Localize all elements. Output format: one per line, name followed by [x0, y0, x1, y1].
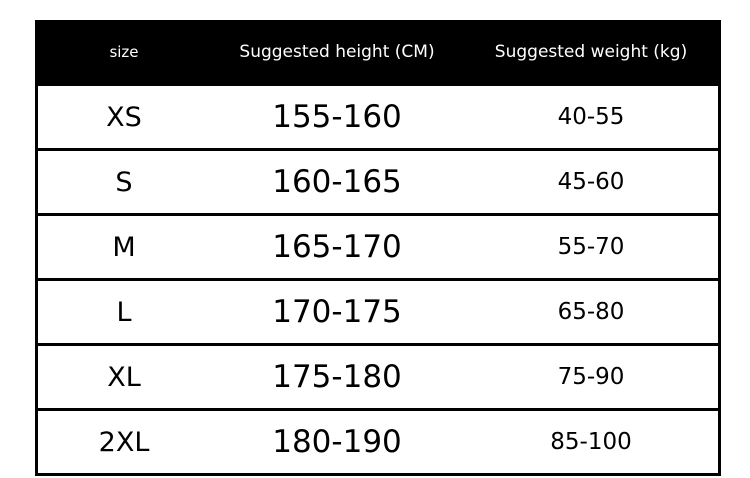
table-header-row — [37, 20, 720, 85]
cell-weight: 45-60 — [464, 150, 720, 215]
size-chart-table — [35, 20, 721, 476]
column-header-suggested-weight: Suggested weight (kg) — [464, 20, 720, 85]
size-chart-table-container — [35, 20, 715, 460]
column-header-suggested-height: Suggested height (CM) — [239, 41, 435, 62]
cell-height: 175-180 — [210, 345, 464, 410]
cell-size: L — [37, 280, 211, 345]
cell-size: S — [37, 150, 211, 215]
table-row — [37, 85, 720, 150]
column-header-size: size — [37, 20, 211, 85]
cell-height: 180-190 — [210, 410, 464, 475]
table-row — [37, 215, 720, 280]
cell-weight: 65-80 — [464, 280, 720, 345]
cell-weight: 40-55 — [464, 85, 720, 150]
cell-weight: 75-90 — [464, 345, 720, 410]
table-row — [37, 280, 720, 345]
cell-height: 165-170 — [210, 215, 464, 280]
cell-size: XS — [37, 85, 211, 150]
cell-size: M — [37, 215, 211, 280]
table-body — [37, 85, 720, 475]
cell-weight: 55-70 — [464, 215, 720, 280]
table-header — [37, 20, 720, 85]
cell-height: 170-175 — [210, 280, 464, 345]
table-row — [37, 345, 720, 410]
cell-height: 155-160 — [210, 85, 464, 150]
cell-height: 160-165 — [210, 150, 464, 215]
table-row — [37, 150, 720, 215]
cell-size: 2XL — [37, 410, 211, 475]
cell-size: XL — [37, 345, 211, 410]
table-row — [37, 410, 720, 475]
cell-weight: 85-100 — [464, 410, 720, 475]
